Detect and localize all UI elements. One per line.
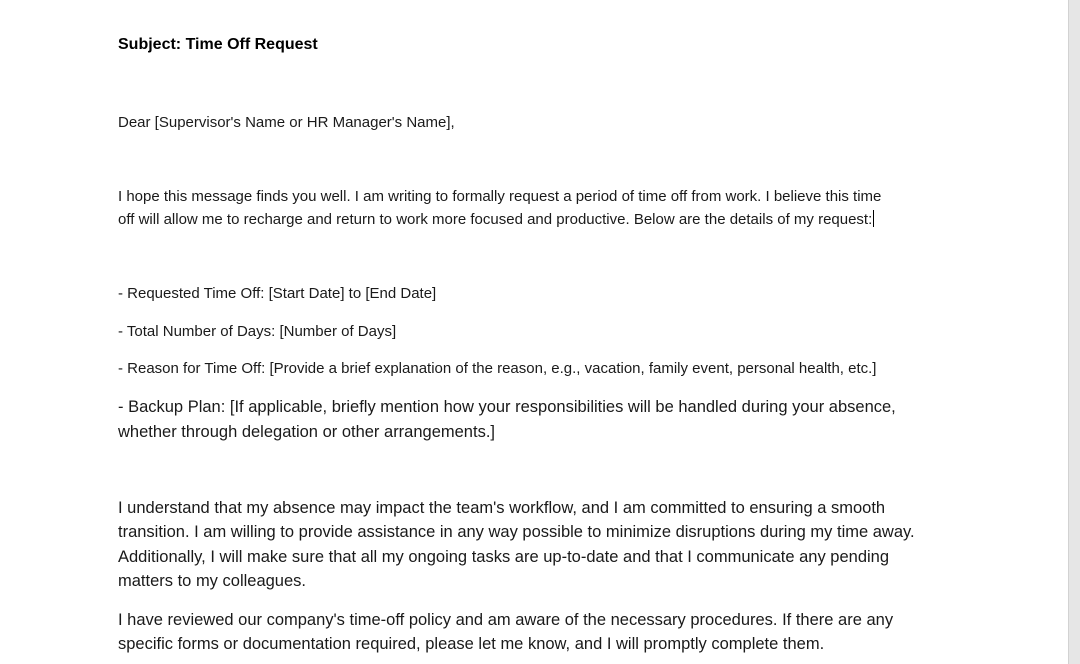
detail-backup-plan-line-1: - Backup Plan: [If applicable, briefly mention how your responsibilities will be handled during your absence, bbox=[118, 398, 896, 416]
intro-line-1: I hope this message finds you well. I am writing to formally request a period of time off from work. I believe this time bbox=[118, 188, 882, 205]
detail-total-days: - Total Number of Days: [Number of Days] bbox=[118, 323, 397, 340]
impact-line-2: transition. I am willing to provide assistance in any way possible to minimize disruptions during my time away. bbox=[118, 523, 915, 541]
intro-line-2 bbox=[118, 208, 874, 231]
impact-line-3: Additionally, I will make sure that all my ongoing tasks are up-to-date and that I communicate any pending bbox=[118, 547, 890, 566]
impact-line-1: I understand that my absence may impact the team's workflow, and I am committed to ensuring a smooth bbox=[118, 498, 886, 517]
vertical-scroll-gutter[interactable] bbox=[1068, 0, 1080, 664]
subject-line: Subject: Time Off Request bbox=[118, 36, 318, 53]
policy-line-2: specific forms or documentation required, please let me know, and I will promptly complete them. bbox=[118, 635, 825, 653]
text-cursor bbox=[873, 210, 874, 227]
policy-line-1: I have reviewed our company's time-off policy and am aware of the necessary procedures. If there are any bbox=[118, 610, 894, 629]
detail-reason: - Reason for Time Off: [Provide a brief explanation of the reason, e.g., vacation, family event, personal health, etc.] bbox=[118, 360, 877, 377]
intro-line-2-text: off will allow me to recharge and return to work more focused and productive. Below are the details of my request: bbox=[118, 211, 873, 228]
detail-backup-plan-line-2: whether through delegation or other arrangements.] bbox=[118, 422, 495, 441]
greeting-line: Dear [Supervisor's Name or HR Manager's Name], bbox=[118, 114, 455, 131]
detail-requested-time-off: - Requested Time Off: [Start Date] to [End Date] bbox=[118, 285, 437, 302]
impact-line-4: matters to my colleagues. bbox=[118, 572, 306, 590]
